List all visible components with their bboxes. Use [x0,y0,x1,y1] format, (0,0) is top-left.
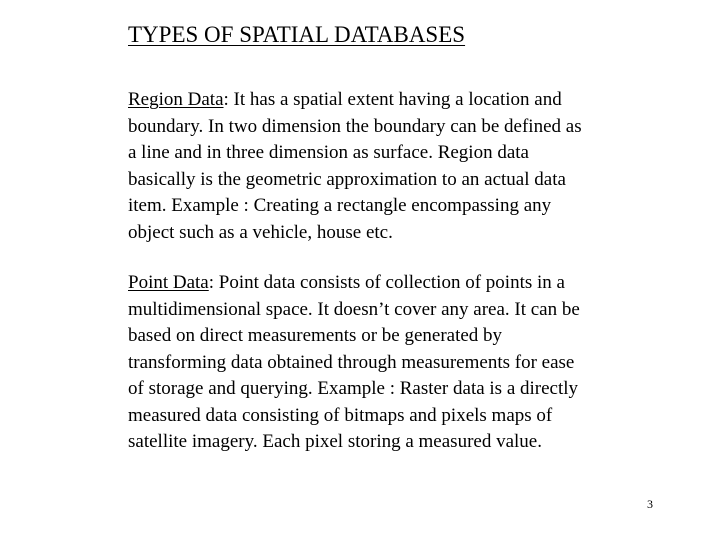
slide-title: TYPES OF SPATIAL DATABASES [128,22,466,47]
region-line-4: basically is the geometric approximation to an actual data [128,168,566,190]
point-data-term: Point Data [128,272,209,293]
region-line-1: Region Data: It has a spatial extent having a location and [128,89,562,110]
point-line-2: multidimensional space. It doesn’t cover any area. It can be [128,298,580,320]
point-line-1: Point Data: Point data consists of collection of points in a [128,272,565,293]
region-line-5: item. Example : Creating a rectangle encompassing any [128,195,552,216]
point-line-6: measured data consisting of bitmaps and pixels maps of [128,404,553,426]
region-line-2: boundary. In two dimension the boundary can be defined as [128,115,582,137]
point-line-5: of storage and querying. Example : Raster data is a directly [128,378,579,399]
region-data-paragraph [128,87,658,246]
point-line-4: transforming data obtained through measurements for ease [128,351,575,373]
region-data-term: Region Data [128,89,224,110]
region-line-6: object such as a vehicle, house etc. [128,221,393,243]
point-line-3: based on direct measurements or be generated by [128,325,503,346]
point-line-7: satellite imagery. Each pixel storing a measured value. [128,431,542,452]
region-line-3: a line and in three dimension as surface. Region data [128,142,529,163]
point-data-paragraph [128,270,658,456]
page-number: 3 [647,497,653,511]
